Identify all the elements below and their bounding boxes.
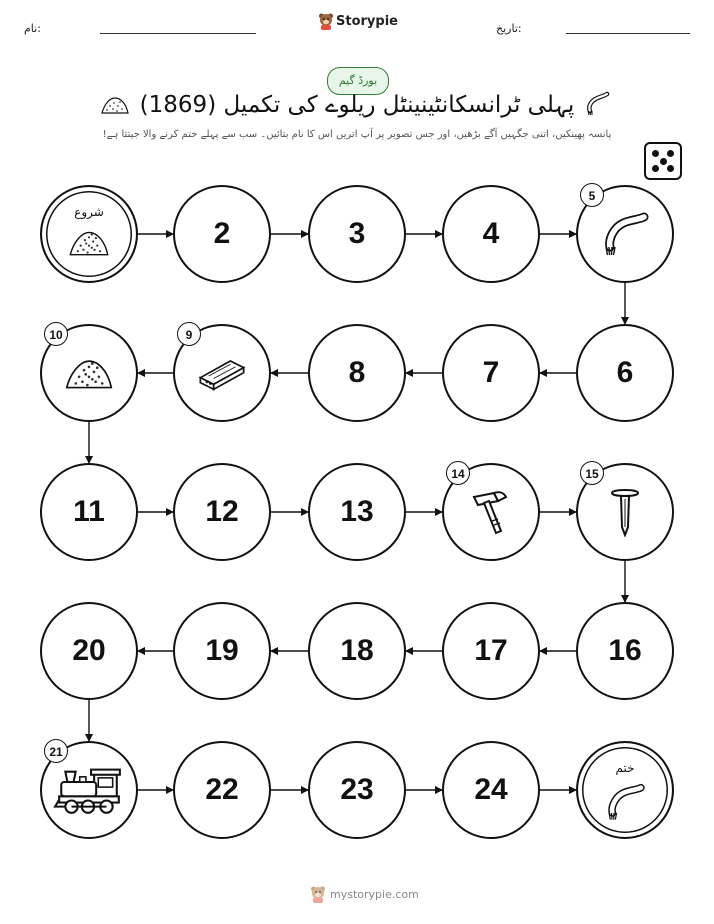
space-number: 12 xyxy=(205,495,239,528)
gravel-pile-icon xyxy=(64,357,114,394)
rail-track-icon xyxy=(600,209,650,263)
gravel-pile-icon xyxy=(68,229,110,261)
rail-track-icon xyxy=(604,781,646,827)
page-title: پہلی ٹرانسکانٹینینٹل ریلوے کی تکمیل (1869) xyxy=(139,92,575,118)
board-space-6 xyxy=(576,324,674,422)
railroad-spike-icon xyxy=(600,487,650,541)
steam-locomotive-icon xyxy=(53,765,125,819)
board-space-11 xyxy=(40,463,138,561)
space-number: 4 xyxy=(482,217,500,250)
board-space-18 xyxy=(308,602,406,700)
name-label: نام: xyxy=(24,22,41,35)
board-space-17 xyxy=(442,602,540,700)
space-number: 13 xyxy=(340,495,374,528)
space-number-tag: 5 xyxy=(580,183,604,207)
board-space-23 xyxy=(308,741,406,839)
space-number-tag: 9 xyxy=(177,322,201,346)
board-space-25 xyxy=(576,741,674,839)
finish-label: ختم xyxy=(615,761,635,775)
board-space-7 xyxy=(442,324,540,422)
instructions: پانسہ پھینکیں، اتنی جگہیں آگے بڑھیں، اور جس تصویر پر آپ اتریں اس کا نام بتائیں۔ سب سے پہلے ختم کرنے والا جیتتا ہے! xyxy=(102,129,612,140)
board-space-1 xyxy=(40,185,138,283)
footer-url[interactable]: mystorypie.com xyxy=(330,888,419,901)
space-number: 18 xyxy=(340,634,374,667)
space-number: 17 xyxy=(474,634,508,667)
date-label: تاریخ: xyxy=(496,22,522,35)
board-space-3 xyxy=(308,185,406,283)
space-number-tag: 14 xyxy=(446,461,470,485)
hammer-icon xyxy=(466,487,516,541)
space-number: 20 xyxy=(72,634,106,667)
bear-mascot-icon xyxy=(310,885,326,903)
space-number: 2 xyxy=(213,217,231,250)
space-number: 8 xyxy=(348,356,366,389)
board-space-16 xyxy=(576,602,674,700)
board-space-2 xyxy=(173,185,271,283)
board-space-19 xyxy=(173,602,271,700)
space-number: 7 xyxy=(482,356,500,389)
space-number: 16 xyxy=(608,634,642,667)
board-space-22 xyxy=(173,741,271,839)
space-number: 19 xyxy=(205,634,239,667)
space-number: 11 xyxy=(73,495,105,528)
board-space-12 xyxy=(173,463,271,561)
space-number: 6 xyxy=(616,356,634,389)
footer xyxy=(310,885,419,905)
space-number-tag: 21 xyxy=(44,739,68,763)
board-space-24 xyxy=(442,741,540,839)
board-game-badge: بورڈ گیم xyxy=(327,67,389,95)
board-space-4 xyxy=(442,185,540,283)
space-number: 24 xyxy=(474,773,508,806)
board-space-8 xyxy=(308,324,406,422)
space-number: 3 xyxy=(348,217,366,250)
wooden-tie-icon xyxy=(197,356,247,395)
board-space-13 xyxy=(308,463,406,561)
space-number: 22 xyxy=(205,773,239,806)
board-space-20 xyxy=(40,602,138,700)
brand-name: Storypie xyxy=(336,14,398,29)
space-number-tag: 15 xyxy=(580,461,604,485)
space-number-tag: 10 xyxy=(44,322,68,346)
start-label: شروع xyxy=(74,205,104,219)
space-number: 23 xyxy=(340,773,374,806)
